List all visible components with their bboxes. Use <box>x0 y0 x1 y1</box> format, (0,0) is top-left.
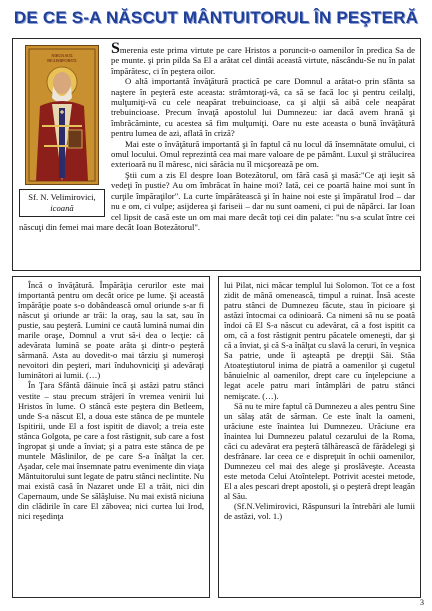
source-citation: (Sf.N.Velimirovici, Răspunsuri la întrebări ale lumii de astăzi, vol. 1.) <box>224 501 415 522</box>
intro-box <box>12 38 421 271</box>
caption-name: Sf. N. Velimirovici, <box>28 192 96 202</box>
left-paragraph-1: Încă o învăţătură. Împărăţia cerurilor este mai importantă pentru om decât orice pe lume. Şi această împărăţie poate s-o dobândească omul oriunde s-ar fi născut şi oriunde ar trăi: la oraş, sau la sat, sau în pustie, sau peşteră. Lumini ce caută lumină numai din marile oraşe, Domnul a vrut să-i dea o lecţie: că adevărata lumină se poate arăta şi dintr-o peşteră sărmană. Asta au dovedit-o mai târziu şi numeroşi nevoitori din peşteri, mari înduhovniciţi şi adevăraţi luminători ai lumii. (…) <box>18 280 204 381</box>
left-paragraph-2: În Ţara Sfântă dăinuie încă şi astăzi patru stânci vestite – stau precum străjeri în vremea venirii lui Hristos în lume. O stâncă este peştera din Betleem, unde S-a născut El, a doua este stânca de pe muntele Ispitirii, unde El a fost ispitit de diavol; a treia este stânca Golgota, pe care a fost răstignit, sub care a fost îngropat şi unde a înviat; şi a patra este stânca de pe muntele Măslinilor, de pe care S-a înălţat la cer. Aşadar, cele mai însemnate patru evenimente din viaţa Mântuitorului sunt legate de patru stânci neclintite. Nu mai există casă în Nazaret unde El a trăit, nici din Capernaum, unde Se sălăşluise. Nu mai există niciuna din clădirile în care El zăbovea; nici curtea lui Irod, nici reşedinţa <box>18 380 205 522</box>
saint-icon-image <box>25 45 99 185</box>
intro-paragraph-1-text: merenia este prima virtute pe care Hristos a poruncit-o oamenilor în predica Sa de pe munte. şi prin pilda Sa El a arătat cel dintâi această virtute, născându-Se nu în palat împărătesc, ci în peştera oilor. <box>111 45 415 76</box>
svg-text:ΝΙΚΟΛΑΟΣ: ΝΙΚΟΛΑΟΣ <box>51 53 73 58</box>
intro-paragraph-2: O altă importantă învăţătură practică pe care Domnul a arătat-o prin sfânta sa naştere în peşteră este aceasta: strâmtoraţi-vă, ca să se facă loc şi pentru ceilalţi, mulţumiţi-vă cu cele neapărat trebuincioase, ca şi alţii să aibă cele neapărat trebuincioase. Precum învaţă apostolul lui Dumnezeu: iar dacă avem hrană şi îmbrăcăminte, cu acestea să fim mulţumiţi. Oare nu este aceasta o bună învăţătură pentru lumea de azi, aflată în criză? <box>111 76 415 139</box>
drop-cap: S <box>111 40 120 57</box>
icon-figure <box>19 43 105 217</box>
icon-caption <box>19 189 105 217</box>
caption-subtitle: icoană <box>50 203 74 213</box>
intro-paragraph-4: Ştii cum a zis El despre Ioan Botezătorul, om fără casă şi masă:"Ce aţi ieşit să vedeţi în pustie? Au om îmbrăcat în haine moi? Iată, cei ce poartă haine moi sunt în curţile împăraţilor". La curte împărătească şi în haine noi este şi împăratul Irod – dar nu e om, ci vulpe; asijderea şi fariseii – dar nu sunt oameni, ci pui de năpârci. Iar Ioan cel lipsit de casă este un om mai mare decât toţi cei din palate: "nu s-a sculat între cei născuţi din femei mai mare decât Ioan Botezătorul". <box>19 169 415 232</box>
right-paragraph-2: Să nu te mire faptul că Dumnezeu a ales pentru Sine un sălaş atât de sărman. Ce este înalt la oameni, urăciune este înaintea lui Dumnezeu. Urăciune era înaintea lui Dumnezeu palatul cezarului de la Roma, căci cu adevărat era peşteră tâlhărească de fărădelegi şi desfrânare. Iar ceea ce e dispreţuit în ochii oamenilor, Dumnezeu cel mai des alege şi proslăveşte. Aceasta este metoda Celui Atoîntelept. Potrivit acestei metode, El a ales pescari drept apostoli, şi o peşteră drept leagăn al Său. <box>224 400 415 501</box>
right-column-box <box>218 276 421 598</box>
intro-paragraph-3: Mai este o învăţătură importantă şi în faptul că nu locul dă însemnătate omului, ci omul locului. Omul reprezintă cea mai mare valoare de pe pământ. Luxul şi strălucirea exterioară nu îl măresc, nici sărăcia nu îl micşorează pe om. <box>111 138 415 170</box>
right-paragraph-1: lui Pilat, nici măcar templul lui Solomon. Tot ce a fost zidit de mână omenească, timpul a ruinat. Însă aceste patru stânci de Dumnezeu făcute, stau în picioare şi astăzi întocmai ca odinioară. Ca nimeni să nu se poată îndoi că El S-a născut cu adevărat, că a fost ispitit ca om, că a fost răstignit pentru păcatele omeneşti, dar şi că a înviat, şi că S-a înălţat cu slavă la ceruri, în veşnica Sa patrie, unde îi aşteaptă pe drepţii Săi. Stăa Atoateştiutorul inima de piatră a oamenilor şi cugetul bănuielnic al oamenilor, drept care cu înţelepciune a legat acele patru mari întâmplări de patru stânci nemişcate. (…). <box>224 280 415 401</box>
left-column-box <box>12 276 210 598</box>
svg-text:ΒΕΛΙΜΙΡΟΒΙΤΣ: ΒΕΛΙΜΙΡΟΒΙΤΣ <box>47 58 77 63</box>
page-number: 3 <box>420 598 424 607</box>
page-title: DE CE S-A NĂSCUT MÂNTUITORUL ÎN PEŞTERĂ <box>13 8 419 27</box>
saint-icon <box>26 46 98 184</box>
